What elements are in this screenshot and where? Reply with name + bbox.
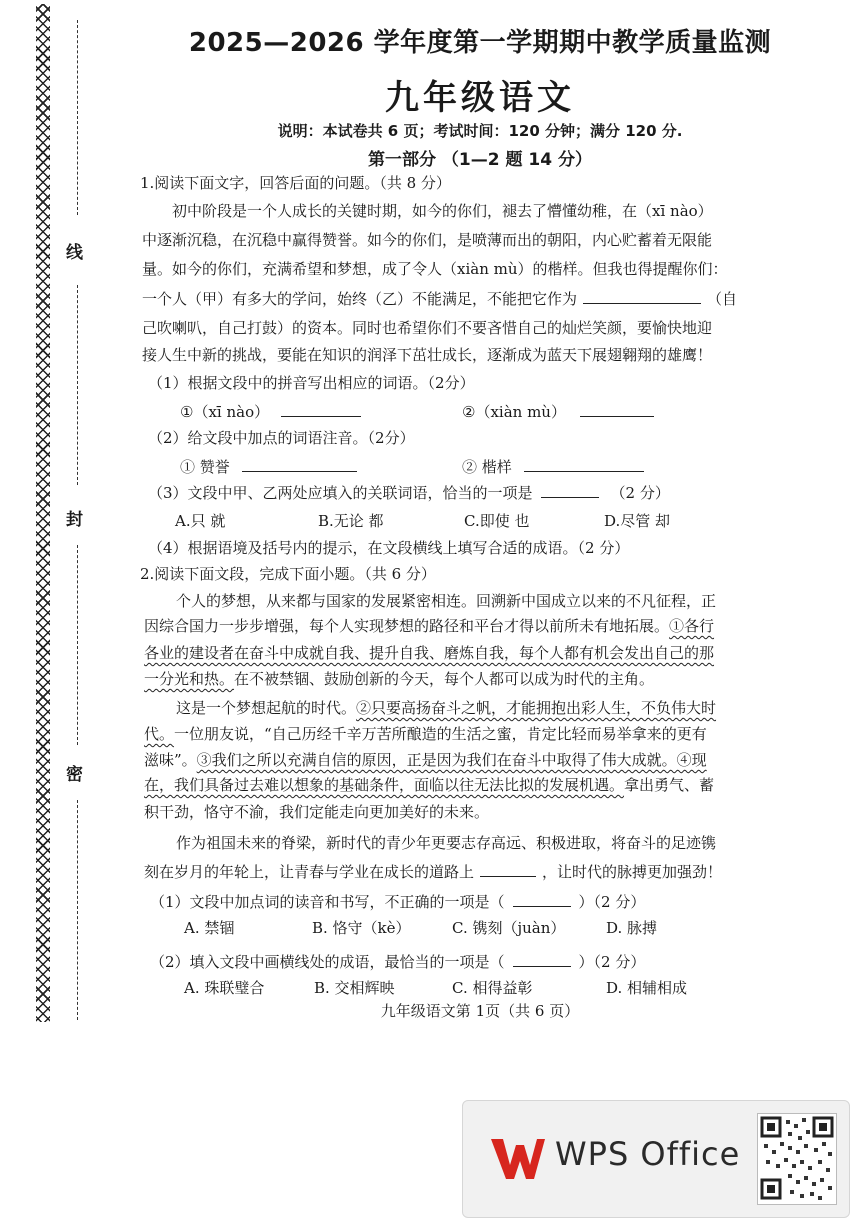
page-footer: 九年级语文第 1页（共 6 页）	[380, 1002, 580, 1020]
passage-2-text: 因综合国力一步步增强，每个人实现梦想的路径和平台才得以前所未有地拓展。	[144, 617, 670, 635]
wps-logo-icon	[487, 1133, 545, 1185]
option-a[interactable]: A. 珠联璧合	[184, 979, 265, 997]
exam-instructions: 说明：本试卷共 6 页；考试时间：120 分钟；满分 120 分.	[277, 122, 683, 140]
passage-2-line	[144, 615, 714, 637]
passage-2-line	[144, 668, 654, 690]
binding-char-feng: 封	[66, 510, 83, 530]
question-text: （3）文段中甲、乙两处应填入的关联词语，恰当的一项是	[148, 484, 533, 502]
question-2-1	[150, 891, 645, 913]
wps-office-label: WPS Office	[555, 1135, 741, 1173]
idiom-answer-blank[interactable]	[480, 863, 536, 877]
passage-2-text: 拿出勇气、蓄	[624, 776, 715, 794]
answer-blank[interactable]	[513, 953, 571, 967]
passage-2-text: 在不被禁锢、鼓励创新的今天，每个人都可以成为时代的主角。	[234, 670, 655, 688]
passage-1-text: （自	[707, 290, 738, 308]
answer-blank[interactable]	[524, 458, 644, 472]
option-a[interactable]: A. 禁锢	[184, 919, 235, 937]
passage-1-line	[142, 288, 737, 310]
passage-1-line: 接人生中新的挑战，要能在知识的润泽下茁壮成长，逐渐成为蓝天下展翅翱翔的雄鹰！	[142, 346, 713, 364]
question-1-2-item-a	[180, 456, 357, 478]
passage-2-line	[144, 861, 722, 883]
question-1-3	[148, 482, 670, 504]
option-c[interactable]: C. 相得益彰	[452, 979, 533, 997]
binding-zigzag-border	[36, 4, 50, 1022]
question-1-1-item-a	[180, 401, 361, 423]
option-d[interactable]: D. 相辅相成	[606, 979, 688, 997]
question-1-2-item-b	[462, 456, 644, 478]
seal-dashed-line	[77, 20, 78, 215]
passage-2-line	[176, 697, 716, 719]
subject-title: 九年级语文	[385, 78, 575, 118]
question-text: （2）填入文段中画横线处的成语，最恰当的一项是（	[150, 953, 505, 971]
passage-1-line: 量。如今的你们，充满希望和梦想，成了令人（xiàn mù）的楷样。但我也得提醒你们：	[142, 260, 728, 278]
question-2-stem: 2.阅读下面文段，完成下面小题。（共 6 分）	[140, 565, 436, 583]
passage-2-line: 作为祖国未来的脊梁，新时代的青少年更要志存高远、积极进取，将奋斗的足迹镌	[176, 834, 717, 852]
passage-2-line: 个人的梦想，从来都与国家的发展紧密相连。回溯新中国成立以来的不凡征程，正	[176, 592, 717, 610]
passage-2-text: ，让时代的脉搏更加强劲！	[542, 863, 723, 881]
answer-blank[interactable]	[513, 893, 571, 907]
part-title: 第一部分 （1—2 题 14 分）	[368, 150, 592, 170]
passage-2-text: 一位朋友说，“自己历经千辛万苦所酿造的生活之蜜，肯定比轻而易举拿来的更有	[174, 725, 707, 743]
seal-dashed-line	[77, 285, 78, 485]
marked-sentence-3: ③我们之所以充满自信的原因，正是因为我们在奋斗中取得了伟大成就。④现	[196, 751, 707, 769]
passage-2-line	[144, 774, 714, 796]
binding-char-xian: 线	[66, 243, 83, 263]
passage-2-text: 这是一个梦想起航的时代。	[176, 699, 357, 717]
option-d[interactable]: D. 脉搏	[606, 919, 658, 937]
qr-code-pattern	[758, 1114, 836, 1204]
passage-2-line	[144, 749, 707, 771]
qr-code-icon	[757, 1113, 837, 1205]
passage-2-text: 滋味”。	[144, 751, 197, 769]
passage-2-line: 积干劲，恪守不渝，我们定能走向更加美好的未来。	[144, 803, 490, 821]
question-1-2: （2）给文段中加点的词语注音。（2分）	[148, 429, 415, 447]
question-text: （1）文段中加点词的读音和书写，不正确的一项是（	[150, 893, 505, 911]
passage-1-text: 一个人（甲）有多大的学问，始终（乙）不能满足，不能把它作为	[142, 290, 578, 308]
seal-dashed-line	[77, 800, 78, 1020]
question-1-4: （4）根据语境及括号内的提示，在文段横线上填写合适的成语。（2 分）	[148, 539, 630, 557]
binding-char-mi: 密	[66, 765, 83, 785]
binding-margin	[0, 0, 120, 1030]
score-note: ）（2 分）	[578, 953, 646, 971]
pinyin-prompt: ②（xiàn mù）	[462, 403, 566, 421]
marked-sentence-1: 各业的建设者在奋斗中成就自我、提升自我、磨炼自我，每个人都有机会发出自己的那	[144, 644, 715, 662]
marked-sentence-4: 在，我们具备过去难以想象的基础条件，面临以往无法比拟的发展机遇。	[144, 776, 625, 794]
idiom-answer-blank[interactable]	[583, 290, 701, 304]
question-1-1: （1）根据文段中的拼音写出相应的词语。（2分）	[148, 374, 475, 392]
answer-blank[interactable]	[541, 484, 599, 498]
wps-office-badge[interactable]	[462, 1100, 850, 1218]
answer-blank[interactable]	[580, 403, 654, 417]
option-c[interactable]: C. 镌刻（juàn）	[452, 919, 566, 937]
option-b[interactable]: B.无论 都	[318, 512, 384, 530]
option-b[interactable]: B. 恪守（kè）	[312, 919, 411, 937]
passage-2-line	[144, 723, 707, 745]
marked-sentence-2: 代。	[144, 725, 175, 743]
passage-2-text: 刻在岁月的年轮上，让青春与学业在成长的道路上	[144, 863, 475, 881]
marked-sentence-1: 一分光和热。	[144, 670, 235, 688]
option-b[interactable]: B. 交相辉映	[314, 979, 395, 997]
passage-1-line: 初中阶段是一个人成长的关键时期，如今的你们，褪去了懵懂幼稚，在（xī nào）	[172, 202, 713, 220]
word-prompt: ① 赞誉	[180, 458, 230, 476]
exam-title: 2025—2026 学年度第一学期期中教学质量监测	[188, 28, 772, 58]
marked-sentence-2: ②只要高扬奋斗之帆，才能拥抱出彩人生，不负伟大时	[356, 699, 717, 717]
option-a[interactable]: A.只 就	[175, 512, 226, 530]
answer-blank[interactable]	[281, 403, 361, 417]
question-1-1-item-b	[462, 401, 654, 423]
option-d[interactable]: D.尽管 却	[604, 512, 671, 530]
option-c[interactable]: C.即使 也	[464, 512, 530, 530]
pinyin-prompt: ①（xī nào）	[180, 403, 270, 421]
word-prompt: ② 楷样	[462, 458, 512, 476]
passage-1-line: 中逐渐沉稳，在沉稳中赢得赞誉。如今的你们，是喷薄而出的朝阳，内心贮蓄着无限能	[142, 231, 713, 249]
seal-dashed-line	[77, 545, 78, 745]
passage-2-line	[144, 642, 714, 664]
passage-1-line: 己吹喇叭，自己打鼓）的资本。同时也希望你们不要吝惜自己的灿烂笑颜，要愉快地迎	[142, 319, 713, 337]
score-note: （2 分）	[610, 484, 670, 502]
marked-sentence-1: ①各行	[669, 617, 715, 635]
answer-blank[interactable]	[242, 458, 357, 472]
score-note: ）（2 分）	[578, 893, 646, 911]
question-2-2	[150, 951, 645, 973]
question-1-stem: 1.阅读下面文字，回答后面的问题。（共 8 分）	[140, 174, 451, 192]
